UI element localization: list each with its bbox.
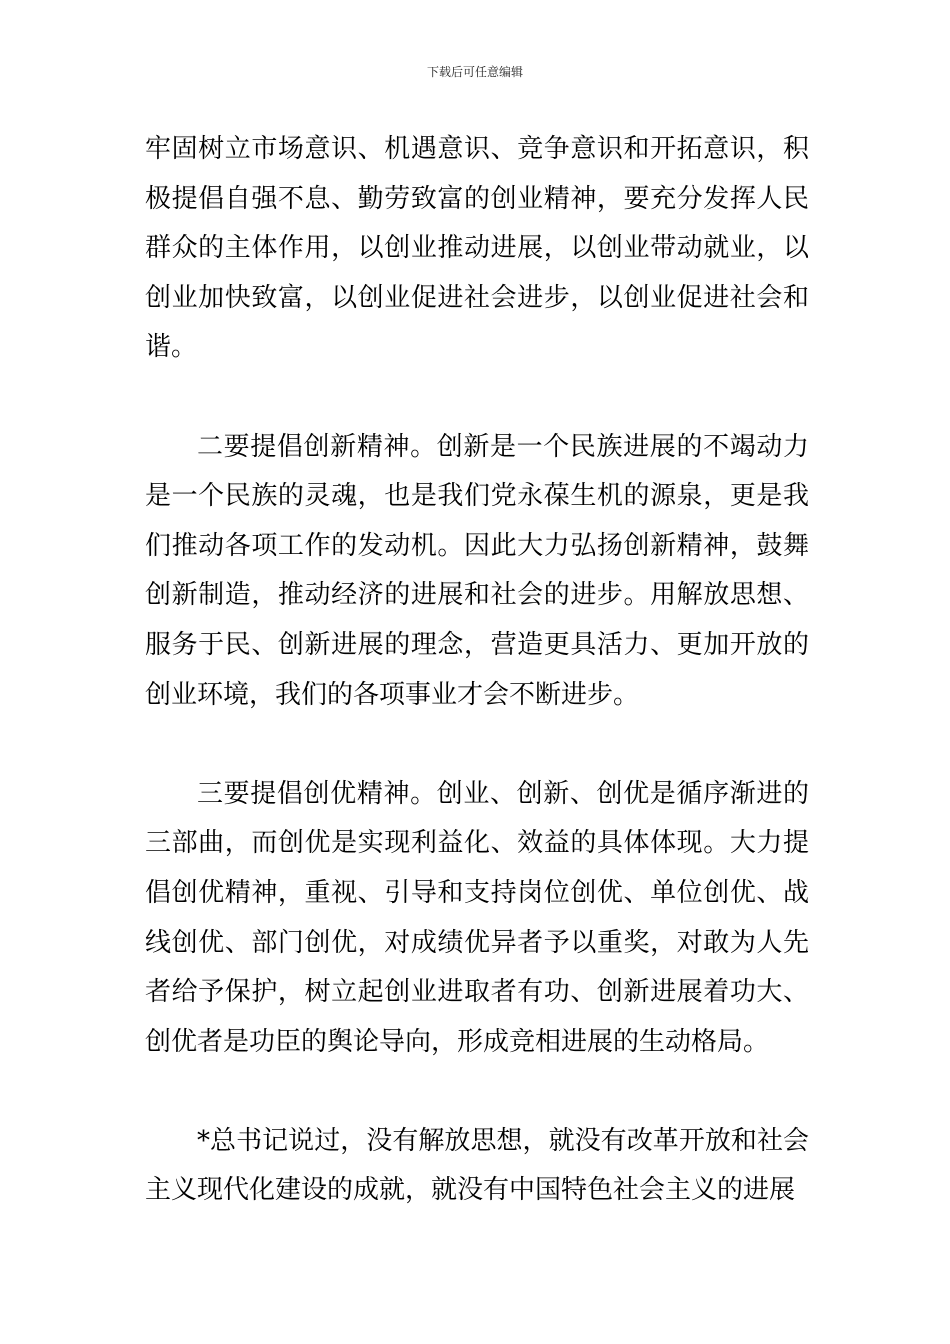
paragraph-2: 二要提倡创新精神。创新是一个民族进展的不竭动力是一个民族的灵魂，也是我们党永葆生机的源泉，更是我们推动各项工作的发动机。因此大力弘扬创新精神，鼓舞创新制造，推动经济的进展和社会的进步。用解放思想、服务于民、创新进展的理念，营造更具活力、更加开放的创业环境，我们的各项事业才会不断进步。 (145, 431, 809, 710)
paragraph-3: 三要提倡创优精神。创业、创新、创优是循序渐进的三部曲，而创优是实现利益化、效益的具体体现。大力提倡创优精神，重视、引导和支持岗位创优、单位创优、战线创优、部门创优，对成绩优异者予以重奖，对敢为人先者给予保护，树立起创业进取者有功、创新进展着功大、创优者是功臣的舆论导向，形成竞相进展的生动格局。 (145, 778, 809, 1057)
document-body (145, 125, 809, 1216)
page-header: 下载后可任意编辑 (426, 65, 523, 79)
paragraph-1: 牢固树立市场意识、机遇意识、竞争意识和开拓意识，积极提倡自强不息、勤劳致富的创业精神，要充分发挥人民群众的主体作用，以创业推动进展，以创业带动就业，以创业加快致富，以创业促进社会进步，以创业促进社会和谐。 (145, 134, 809, 363)
paragraph-4: *总书记说过，没有解放思想，就没有改革开放和社会主义现代化建设的成就，就没有中国特色社会主义的进展 (145, 1125, 809, 1206)
